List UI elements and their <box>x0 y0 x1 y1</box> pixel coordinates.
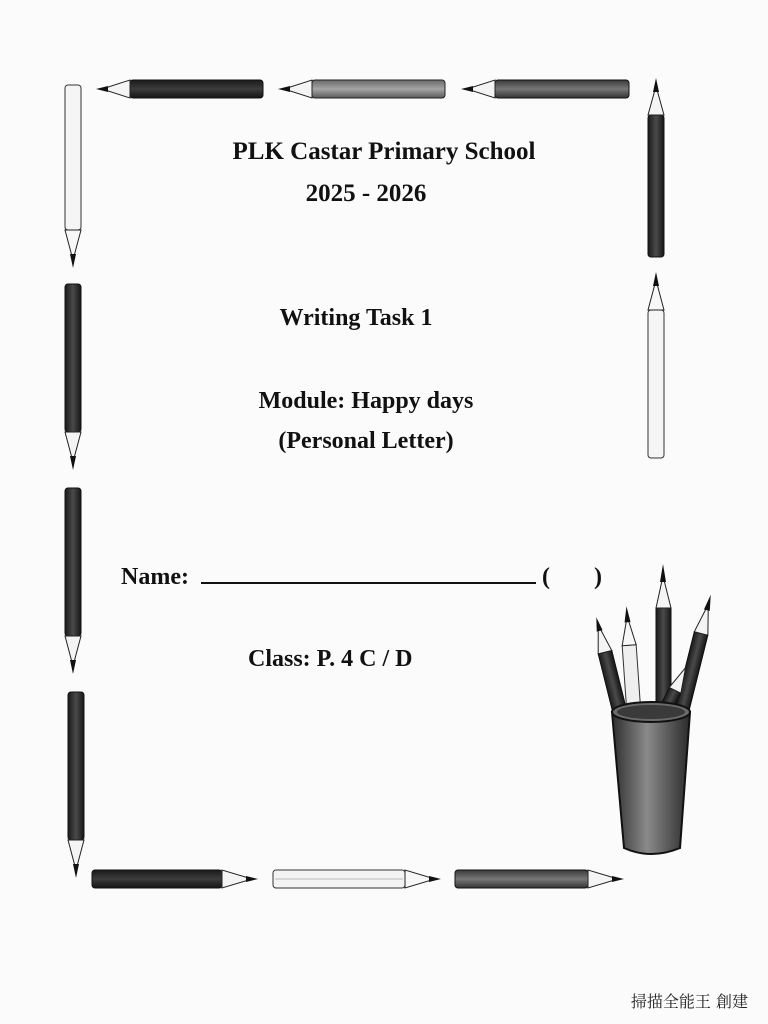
pencil-cup-icon <box>589 564 717 854</box>
class-label: Class: P. 4 C / D <box>248 646 413 672</box>
pencil-icon <box>96 80 263 98</box>
pencil-icon <box>273 870 441 888</box>
name-field-row <box>121 560 602 591</box>
name-blank-line <box>201 560 536 584</box>
task-title: Writing Task 1 <box>279 305 433 331</box>
school-year: 2025 - 2026 <box>305 180 427 207</box>
pencil-icon <box>65 488 81 674</box>
scanner-watermark: 掃描全能王 創建 <box>630 992 748 1011</box>
school-name: PLK Castar Primary School <box>232 138 536 165</box>
name-label: Name: <box>121 564 189 590</box>
pencil-icon <box>278 80 445 98</box>
pencil-icon <box>65 85 81 268</box>
pencil-icon <box>648 78 664 257</box>
module-subtitle: (Personal Letter) <box>278 428 454 454</box>
pencil-icon <box>461 80 629 98</box>
class-number-close-paren: ) <box>593 564 602 590</box>
pencil-icon <box>92 870 258 888</box>
pencil-icon <box>455 870 624 888</box>
module-title: Module: Happy days <box>258 388 474 414</box>
pencil-icon <box>68 692 84 878</box>
class-number-open-paren: ( <box>541 564 550 590</box>
